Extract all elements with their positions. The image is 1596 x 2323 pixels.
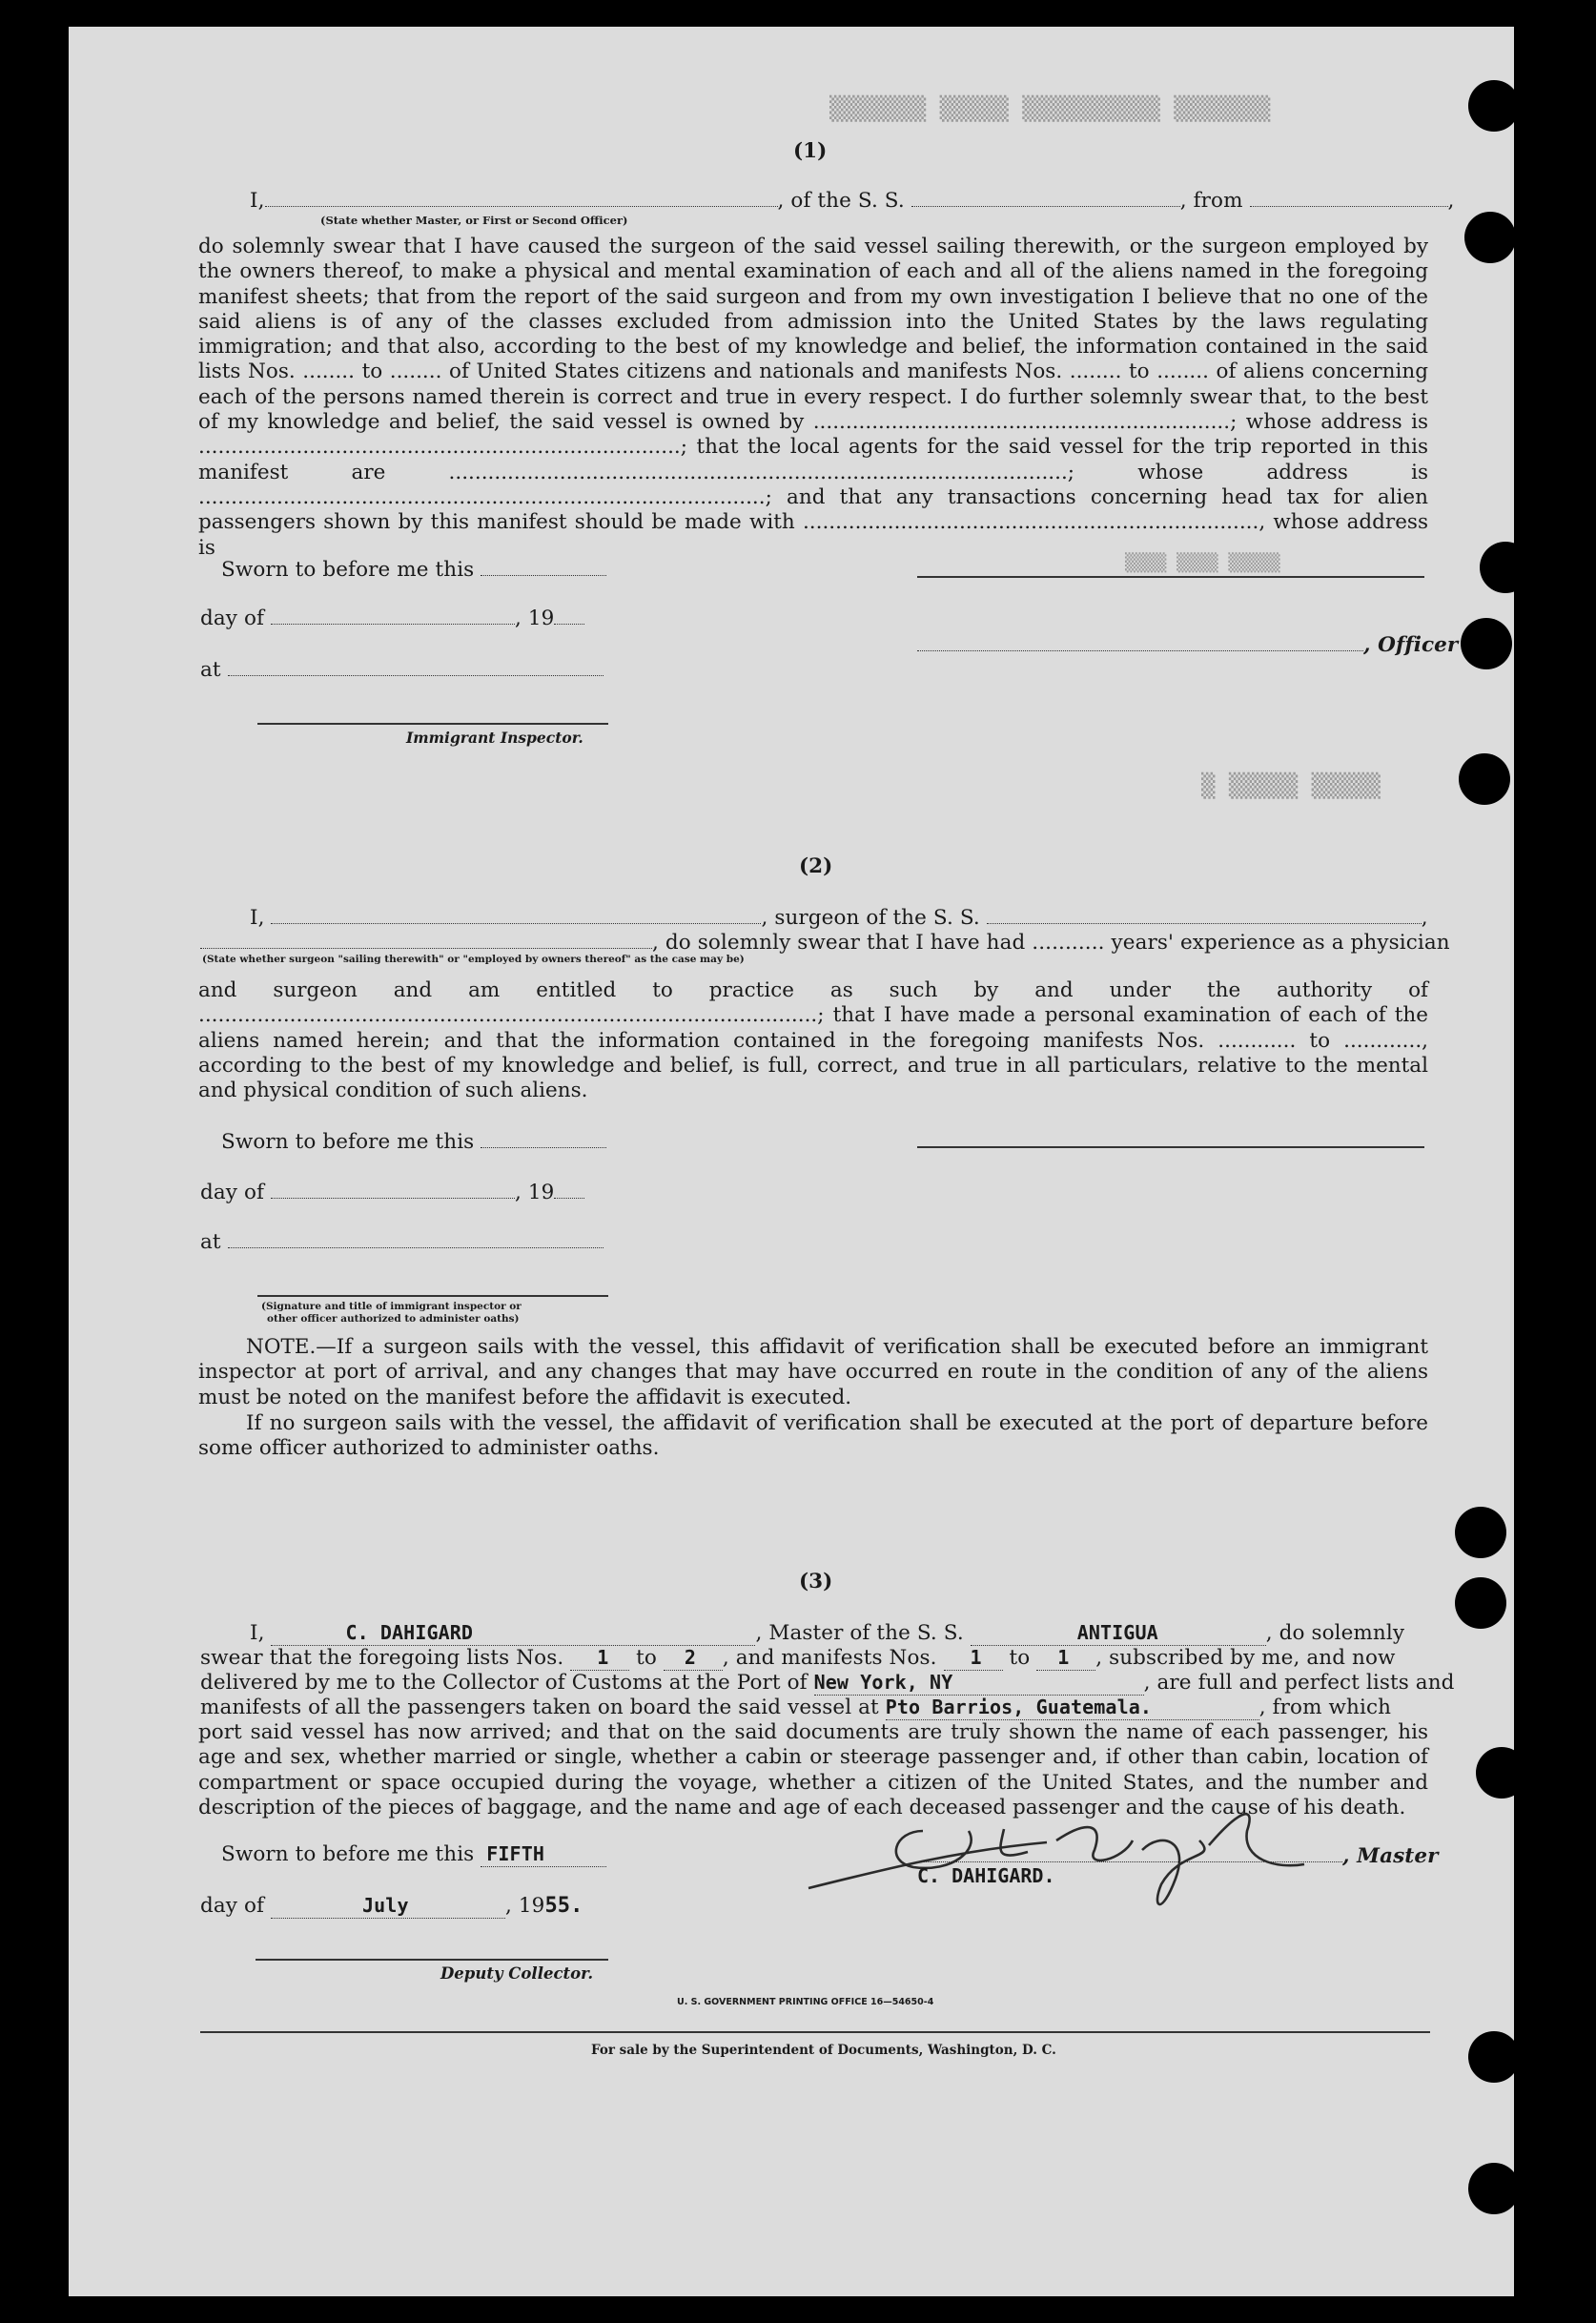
s3-delivered: delivered by me to the Collector of Customs at the Port of <box>200 1671 808 1695</box>
s3-master-of: , Master of the S. S. <box>755 1621 964 1645</box>
sworn-label: Sworn to before me this <box>221 1130 475 1154</box>
port-value: New York, NY <box>813 1671 953 1694</box>
day-of-label: day of <box>200 606 265 630</box>
s1-at <box>200 658 604 682</box>
s1-officer <box>917 633 1458 657</box>
year-prefix: , 19 <box>515 1181 555 1204</box>
section-number: (1) <box>793 139 828 163</box>
bleed-through-mark: ▒▒▒▒▒▒▒ ▒▒▒▒▒ ▒▒▒▒▒▒▒▒▒▒ ▒▒▒▒▒▒▒ <box>829 95 1271 122</box>
sworn-label: Sworn to before me this <box>221 1842 475 1866</box>
s3-line3 <box>200 1671 1455 1696</box>
s2-day <box>200 1181 584 1204</box>
at-label: at <box>200 658 221 682</box>
ship-name-value: ANTIGUA <box>1076 1621 1158 1644</box>
month-value: July <box>362 1894 409 1917</box>
s3-line4 <box>200 1696 1391 1720</box>
s2-line2 <box>200 931 1450 955</box>
sworn-label: Sworn to before me this <box>221 558 475 582</box>
s1-officer-sign-line <box>917 576 1424 578</box>
s3-line2 <box>200 1646 1396 1671</box>
s2-note-2: If no surgeon sails with the vessel, the affidavit of verification shall be executed at the port of departure before some officer authorized to administer oaths. <box>198 1411 1428 1461</box>
day-of-label: day of <box>200 1894 265 1918</box>
manifest-to-value: 1 <box>1057 1646 1070 1669</box>
section-number: (3) <box>799 1570 833 1593</box>
s2-years-text: , do solemnly swear that I have had ........... years' experience as a physician <box>652 931 1450 955</box>
master-label: , Master <box>1342 1844 1439 1868</box>
sale-note: For sale by the Superintendent of Documents, Washington, D. C. <box>591 2043 1056 2058</box>
s1-inspector-sign-line <box>257 723 608 725</box>
typed-master-name: C. DAHIGARD. <box>917 1864 1055 1887</box>
gpo-imprint: U. S. GOVERNMENT PRINTING OFFICE 16—54650-4 <box>677 1997 934 2007</box>
s3-day <box>200 1894 583 1919</box>
at-label: at <box>200 1230 221 1254</box>
s3-swear-lists: swear that the foregoing lists Nos. <box>200 1646 564 1670</box>
deputy-collector-label: Deputy Collector. <box>440 1964 594 1983</box>
s1-role-note: (State whether Master, or First or Second Officer) <box>320 214 628 227</box>
s2-sig-note-2: other officer authorized to administer oaths) <box>267 1313 520 1325</box>
s3-paragraph: port said vessel has now arrived; and that on the said documents are truly shown the name of each passenger, his age and sex, whether married or single, whether a cabin or steerage passenger and, if other than cabin, location of compartment or space occupied during the voyage, whether a citizen of the United States, and the number and description of the pieces of baggage, and the name and age of each deceased passenger and the cause of his death. <box>198 1720 1428 1819</box>
day-of-label: day of <box>200 1181 265 1204</box>
s3-sworn <box>221 1842 606 1867</box>
punch-hole <box>1480 542 1531 593</box>
list-from-value: 1 <box>597 1646 609 1669</box>
s2-surgeon-note: (State whether surgeon "sailing therewith" or "employed by owners thereof" as the case may be) <box>202 954 745 965</box>
manifest-from-value: 1 <box>970 1646 982 1669</box>
s3-from-which: , from which <box>1258 1696 1392 1719</box>
s2-surgeon-sign-line <box>917 1146 1424 1148</box>
year-value: 55. <box>544 1894 583 1918</box>
s1-prefix: I, <box>250 189 265 213</box>
punch-hole <box>1468 2031 1520 2083</box>
s3-manifests-all: manifests of all the passengers taken on board the said vessel at <box>200 1696 879 1719</box>
s2-sig-note-1: (Signature and title of immigrant inspector or <box>261 1301 522 1312</box>
footer-rule <box>200 2031 1430 2033</box>
year-prefix: , 19 <box>505 1894 545 1918</box>
s2-sworn <box>221 1130 606 1154</box>
s3-prefix: I, <box>250 1621 265 1645</box>
master-name-value: C. DAHIGARD <box>345 1621 474 1644</box>
s2-line1: I, , surgeon of the S. S. , <box>250 906 1428 930</box>
s2-paragraph: and surgeon and am entitled to practice as such by and under the authority of ...............................................................................................; that I have made a personal examination of each of the aliens named herein; and that the information contained in the foregoing manifests Nos. ............ to ............, according to the best of my knowledge and belief, is full, correct, and true in all particulars, relative to the mental and physical condition of such aliens. <box>198 978 1428 1103</box>
punch-hole <box>1461 618 1512 669</box>
departure-port-value: Pto Barrios, Guatemala. <box>885 1696 1152 1718</box>
list-to-value: 2 <box>684 1646 697 1669</box>
punch-hole <box>1459 753 1510 805</box>
punch-hole <box>1455 1507 1506 1558</box>
sworn-day-value: FIFTH <box>486 1842 544 1865</box>
s1-sworn <box>221 558 606 582</box>
to-label: to <box>636 1646 657 1670</box>
s2-prefix: I, <box>250 906 265 930</box>
s3-subscribed: , subscribed by me, and now <box>1095 1646 1396 1670</box>
s3-and-manifests: , and manifests Nos. <box>722 1646 937 1670</box>
punch-hole <box>1464 212 1516 263</box>
officer-label: , Officer <box>1363 633 1459 657</box>
immigrant-inspector-label: Immigrant Inspector. <box>406 729 583 747</box>
punch-hole <box>1468 2163 1520 2214</box>
section-number: (2) <box>799 854 833 878</box>
bleed-through-mark: ▒▒▒▒ ▒▒▒▒ ▒▒▒▒▒ <box>1125 553 1280 573</box>
year-prefix: , 19 <box>515 606 555 630</box>
punch-hole <box>1455 1577 1506 1629</box>
s2-note-1: NOTE.—If a surgeon sails with the vessel, this affidavit of verification shall be executed before an immigrant inspector at port of arrival, and any changes that may have occurred en route in the condition of any of the aliens must be noted on the manifest before the affidavit is executed. <box>198 1335 1428 1409</box>
deputy-sign-line <box>256 1959 608 1961</box>
s2-surgeon-of: , surgeon of the S. S. <box>761 906 980 930</box>
s1-line1: I, , of the S. S. , from , <box>250 189 1455 213</box>
s1-day <box>200 606 584 630</box>
s2-at <box>200 1230 604 1254</box>
s2-inspector-sign-line <box>257 1295 608 1297</box>
s3-full-perfect: , are full and perfect lists and <box>1143 1671 1455 1695</box>
s1-of-ss: , of the S. S. <box>777 189 905 213</box>
bleed-through-mark: ▒ ▒▒▒▒▒ ▒▒▒▒▒ <box>1201 772 1381 799</box>
s1-from: , from <box>1179 189 1243 213</box>
s3-do-solemnly: , do solemnly <box>1265 1621 1405 1645</box>
s3-line1 <box>250 1621 1404 1646</box>
punch-hole <box>1468 80 1520 132</box>
s1-paragraph: do solemnly swear that I have caused the surgeon of the said vessel sailing therewith, or the surgeon employed by the owners thereof, to make a physical and mental examination of each and all of the aliens named in the foregoing manifest sheets; that from the report of the said surgeon and from my own investigation I believe that no one of the said aliens is of any of the classes excluded from admission into the United States by the laws regulating immigration; and that also, according to the best of my knowledge and belief, the information contained in the said lists Nos. ........ to ........ of United States citizens and nationals and manifests Nos. ........ to ........ of aliens concerning each of the persons named therein is correct and true in every respect. I do further solemnly swear that, to the best of my knowledge and belief, the said vessel is owned by ................................................................; whose address is ..........................................................................; that the local agents for the said vessel for the trip reported in this manifest are ...............................................................................................; whose address is .......................................................................................; and that any transactions concerning head tax for alien passengers shown by this manifest should be made with ......................................................................, whose address is <box>198 235 1428 560</box>
to-label: to <box>1009 1646 1031 1670</box>
punch-hole <box>1476 1747 1527 1799</box>
